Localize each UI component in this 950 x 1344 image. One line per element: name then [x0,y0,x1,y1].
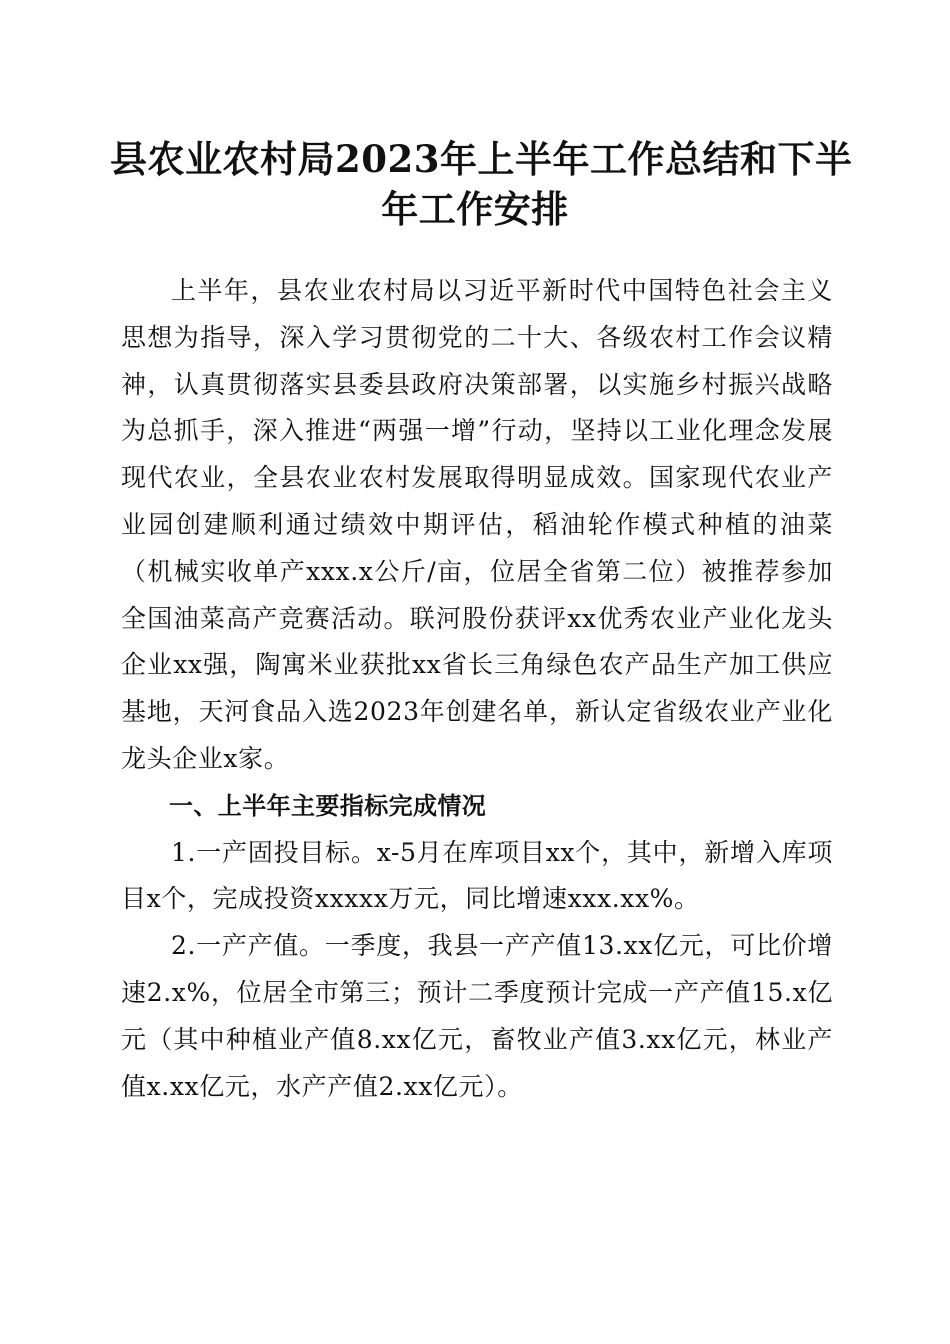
title-line-1: 县农业农村局2023年上半年工作总结和下半 [110,137,853,181]
list-item-fixed-investment: 1.一产固投目标。x-5月在库项目xx个，其中，新增入库项目x个，完成投资xxxxx万元，同比增速xxx.xx%。 [121,837,833,914]
section-heading: 一、上半年主要指标完成情况 [169,791,487,820]
document-title [110,134,853,234]
intro-paragraph: 上半年，县农业农村局以习近平新时代中国特色社会主义思想为指导，深入学习贯彻党的二十大、各级农村工作会议精神，认真贯彻落实县委县政府决策部署，以实施乡村振兴战略为总抓手，深入推进“两强一增”行动，坚持以工业化理念发展现代农业，全县农业农村发展取得明显成效。国家现代农业产业园创建顺利通过绩效中期评估，稻油轮作模式种植的油菜（机械实收单产xxx.x公斤/亩，位居全省第二位）被推荐参加全国油菜高产竞赛活动。联河股份获评xx优秀农业产业化龙头企业xx强，陶寓米业获批xx省长三角绿色农产品生产加工供应基地，天河食品入选2023年创建名单，新认定省级农业产业化龙头企业x家。 [121,276,833,773]
title-line-2: 年工作安排 [381,187,569,231]
document-body [121,268,833,1110]
list-item-output-value: 2.一产产值。一季度，我县一产产值13.xx亿元，可比价增速2.x%，位居全市第三；预计二季度预计完成一产产值15.x亿元（其中种植业产值8.xx亿元，畜牧业产值3.xx亿元，林业产值x.xx亿元，水产产值2.xx亿元）。 [121,931,833,1101]
